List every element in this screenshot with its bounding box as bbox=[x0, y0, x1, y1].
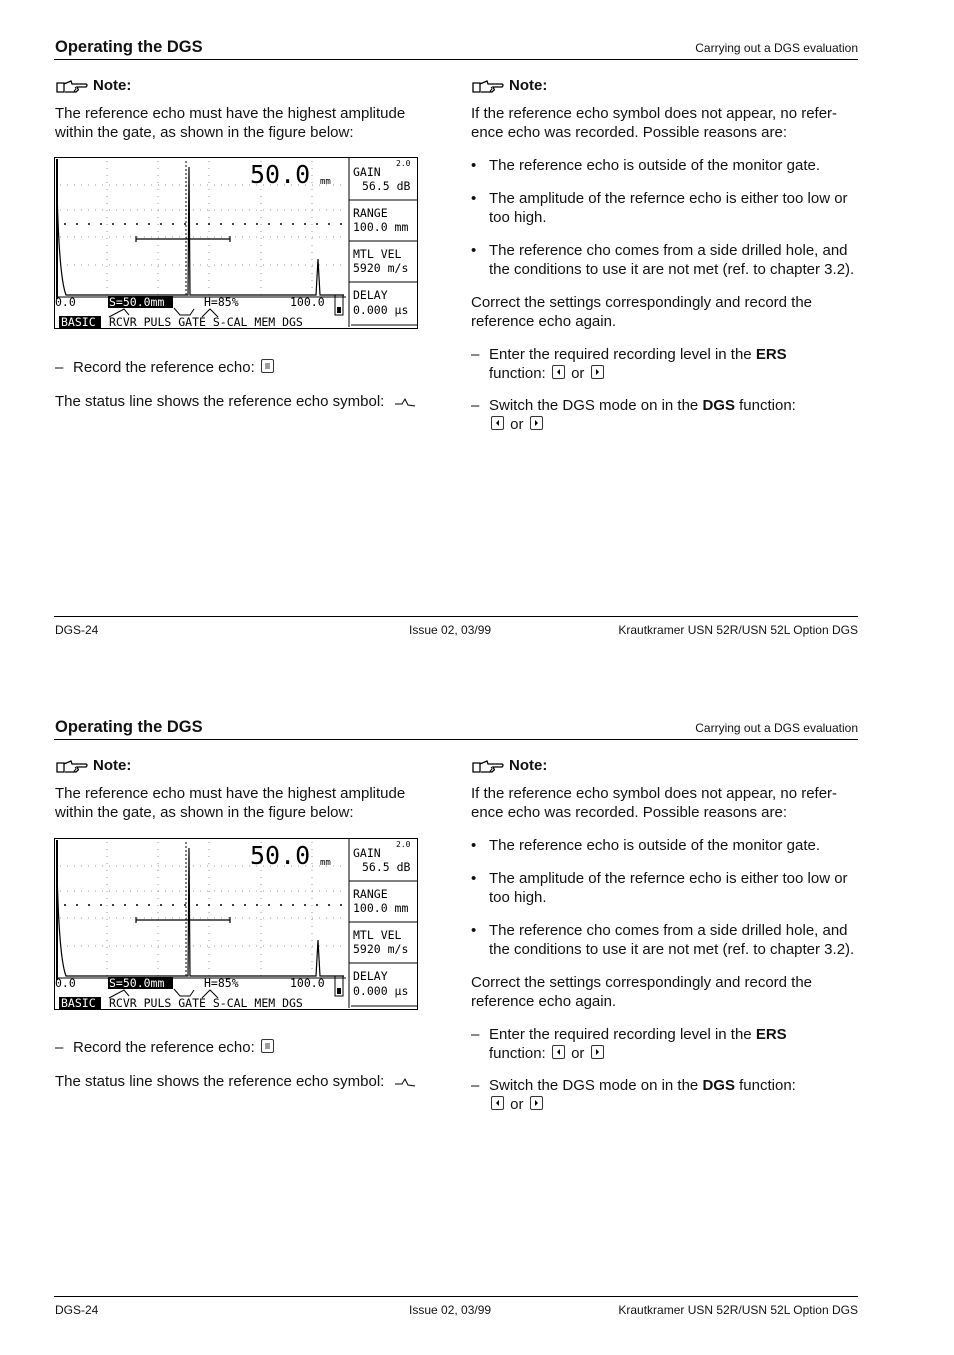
menu-active[interactable]: BASIC bbox=[61, 996, 96, 1010]
right-arrow-key-icon bbox=[530, 1096, 543, 1110]
note-text: The reference echo must have the highest amplitude within the gate, as shown in the figure below: bbox=[55, 105, 406, 141]
note-heading bbox=[55, 76, 430, 95]
gain-step: 2.0 bbox=[396, 159, 411, 168]
ers-step-text: Enter the required recording level in the bbox=[489, 1026, 756, 1043]
reason-item: • The reference cho comes from a side drilled hole, and the conditions to use it are not met (ref. to chapter 3.2). bbox=[471, 921, 856, 959]
record-step-text: Record the reference echo: bbox=[73, 1039, 255, 1056]
dgs-step-suffix: function: bbox=[734, 1077, 796, 1094]
h-value: H=85% bbox=[204, 976, 239, 990]
left-instructions bbox=[55, 1038, 435, 1091]
intro-text: If the reference echo symbol does not appear, no refer- ence echo was recorded. Possible reasons are: bbox=[471, 785, 838, 821]
right-column bbox=[471, 756, 856, 1114]
page-title: Operating the DGS bbox=[55, 718, 203, 736]
page-title: Operating the DGS bbox=[55, 38, 203, 56]
status-text: The status line shows the reference echo symbol: bbox=[55, 1073, 385, 1090]
note-label-right: Note: bbox=[509, 77, 548, 94]
right-arrow-key-icon bbox=[591, 1045, 604, 1059]
gain-value: 56.5 dB bbox=[362, 179, 411, 193]
right-arrow-key-icon bbox=[530, 416, 543, 430]
delay-value: 0.000 µs bbox=[353, 984, 409, 998]
pointing-hand-icon bbox=[471, 77, 505, 95]
gain-label: GAIN bbox=[353, 165, 381, 179]
mtlvel-value: 5920 m/s bbox=[353, 942, 409, 956]
dgs-step-suffix: function: bbox=[734, 397, 796, 414]
dgs-step-text: Switch the DGS mode on in the bbox=[489, 1077, 703, 1094]
left-arrow-key-icon bbox=[552, 365, 565, 379]
record-key-icon bbox=[261, 359, 274, 373]
dgs-step-text: Switch the DGS mode on in the bbox=[489, 397, 703, 414]
footer-page-number: DGS-24 bbox=[55, 623, 99, 637]
reason-item: • The reference cho comes from a side drilled hole, and the conditions to use it are not met (ref. to chapter 3.2). bbox=[471, 241, 856, 279]
left-column bbox=[55, 756, 430, 822]
h-value: H=85% bbox=[204, 295, 239, 309]
instrument-screen bbox=[54, 838, 418, 1011]
left-arrow-key-icon bbox=[491, 1096, 504, 1110]
ers-step-suffix: function: bbox=[489, 1045, 546, 1062]
footer-issue: Issue 02, 03/99 bbox=[409, 1303, 492, 1317]
left-column bbox=[55, 76, 430, 142]
record-step bbox=[55, 358, 435, 377]
page-top bbox=[0, 0, 954, 675]
screen-reading-unit: mm bbox=[320, 858, 331, 868]
left-arrow-key-icon bbox=[552, 1045, 565, 1059]
record-step-text: Record the reference echo: bbox=[73, 359, 255, 376]
range-value: 100.0 mm bbox=[353, 220, 409, 234]
header-rule bbox=[54, 59, 858, 60]
delay-label: DELAY bbox=[353, 288, 388, 302]
footer-product: Krautkramer USN 52R/USN 52L Option DGS bbox=[618, 623, 858, 637]
screen-reading: 50.0 bbox=[250, 160, 311, 189]
reason-item: • The amplitude of the refernce echo is either too low or too high. bbox=[471, 869, 856, 907]
ers-keyword: ERS bbox=[755, 1026, 787, 1043]
parameter-panel bbox=[349, 157, 418, 327]
parameter-panel bbox=[349, 838, 418, 1008]
or-text: or bbox=[571, 365, 585, 382]
status-line-text bbox=[55, 1072, 435, 1091]
instrument-screen bbox=[54, 157, 418, 330]
ers-step-text: Enter the required recording level in the bbox=[489, 346, 756, 363]
left-instructions bbox=[55, 358, 435, 411]
status-line bbox=[55, 295, 343, 317]
reason-item: • The amplitude of the refernce echo is either too low or too high. bbox=[471, 189, 856, 227]
s-value: S=50.0mm bbox=[109, 976, 165, 990]
menu-bar bbox=[59, 315, 303, 329]
range-value: 100.0 mm bbox=[353, 901, 409, 915]
record-key-icon bbox=[261, 1039, 274, 1053]
pointing-hand-icon bbox=[55, 77, 89, 95]
section-title: Carrying out a DGS evaluation bbox=[695, 41, 858, 55]
status-line bbox=[55, 976, 343, 998]
note-heading bbox=[55, 756, 430, 775]
note-heading-right bbox=[471, 756, 856, 775]
right-column bbox=[471, 76, 856, 434]
footer-rule bbox=[54, 616, 858, 617]
scale-start: 0.0 bbox=[55, 976, 76, 990]
range-label: RANGE bbox=[353, 206, 388, 220]
footer-issue: Issue 02, 03/99 bbox=[409, 623, 492, 637]
or-text: or bbox=[510, 416, 524, 433]
right-arrow-key-icon bbox=[591, 365, 604, 379]
reference-echo-symbol-icon bbox=[394, 1077, 416, 1087]
menu-bar bbox=[59, 996, 303, 1010]
dgs-step bbox=[471, 1076, 856, 1114]
screen-reading: 50.0 bbox=[250, 841, 311, 870]
mtlvel-label: MTL VEL bbox=[353, 247, 402, 261]
ers-step bbox=[471, 345, 856, 383]
footer-page-number: DGS-24 bbox=[55, 1303, 99, 1317]
section-title: Carrying out a DGS evaluation bbox=[695, 721, 858, 735]
pointing-hand-icon bbox=[55, 757, 89, 775]
menu-items[interactable]: RCVR PULS GATE S-CAL MEM DGS bbox=[109, 315, 303, 329]
mtlvel-label: MTL VEL bbox=[353, 928, 402, 942]
note-heading-right bbox=[471, 76, 856, 95]
gain-label: GAIN bbox=[353, 846, 381, 860]
menu-items[interactable]: RCVR PULS GATE S-CAL MEM DGS bbox=[109, 996, 303, 1010]
reference-echo-symbol-icon bbox=[394, 397, 416, 407]
record-step bbox=[55, 1038, 435, 1057]
left-arrow-key-icon bbox=[491, 416, 504, 430]
mtlvel-value: 5920 m/s bbox=[353, 261, 409, 275]
s-value: S=50.0mm bbox=[109, 295, 165, 309]
scale-end: 100.0 bbox=[290, 295, 325, 309]
note-label-right: Note: bbox=[509, 757, 548, 774]
or-text: or bbox=[510, 1096, 524, 1113]
reason-item: • The reference echo is outside of the monitor gate. bbox=[471, 156, 856, 175]
footer-product: Krautkramer USN 52R/USN 52L Option DGS bbox=[618, 1303, 858, 1317]
gain-value: 56.5 dB bbox=[362, 860, 411, 874]
status-line-text bbox=[55, 392, 435, 411]
page-bottom bbox=[0, 680, 954, 1355]
dgs-keyword: DGS bbox=[702, 397, 735, 414]
delay-label: DELAY bbox=[353, 969, 388, 983]
range-label: RANGE bbox=[353, 887, 388, 901]
note-text: The reference echo must have the highest amplitude within the gate, as shown in the figure below: bbox=[55, 785, 406, 821]
dgs-step bbox=[471, 396, 856, 434]
or-text: or bbox=[571, 1045, 585, 1062]
correct-text: Correct the settings correspondingly and record the reference echo again. bbox=[471, 974, 813, 1010]
note-label: Note: bbox=[93, 77, 132, 94]
dgs-keyword: DGS bbox=[702, 1077, 735, 1094]
header-rule bbox=[54, 739, 858, 740]
pointing-hand-icon bbox=[471, 757, 505, 775]
note-label: Note: bbox=[93, 757, 132, 774]
reason-item: • The reference echo is outside of the monitor gate. bbox=[471, 836, 856, 855]
screen-reading-unit: mm bbox=[320, 177, 331, 187]
scale-end: 100.0 bbox=[290, 976, 325, 990]
correct-text: Correct the settings correspondingly and record the reference echo again. bbox=[471, 294, 813, 330]
delay-value: 0.000 µs bbox=[353, 303, 409, 317]
scale-start: 0.0 bbox=[55, 295, 76, 309]
ers-step bbox=[471, 1025, 856, 1063]
status-text: The status line shows the reference echo symbol: bbox=[55, 393, 385, 410]
menu-active[interactable]: BASIC bbox=[61, 315, 96, 329]
footer-rule bbox=[54, 1296, 858, 1297]
ers-keyword: ERS bbox=[755, 346, 787, 363]
ers-step-suffix: function: bbox=[489, 365, 546, 382]
gain-step: 2.0 bbox=[396, 840, 411, 849]
intro-text: If the reference echo symbol does not appear, no refer- ence echo was recorded. Possible reasons are: bbox=[471, 105, 838, 141]
